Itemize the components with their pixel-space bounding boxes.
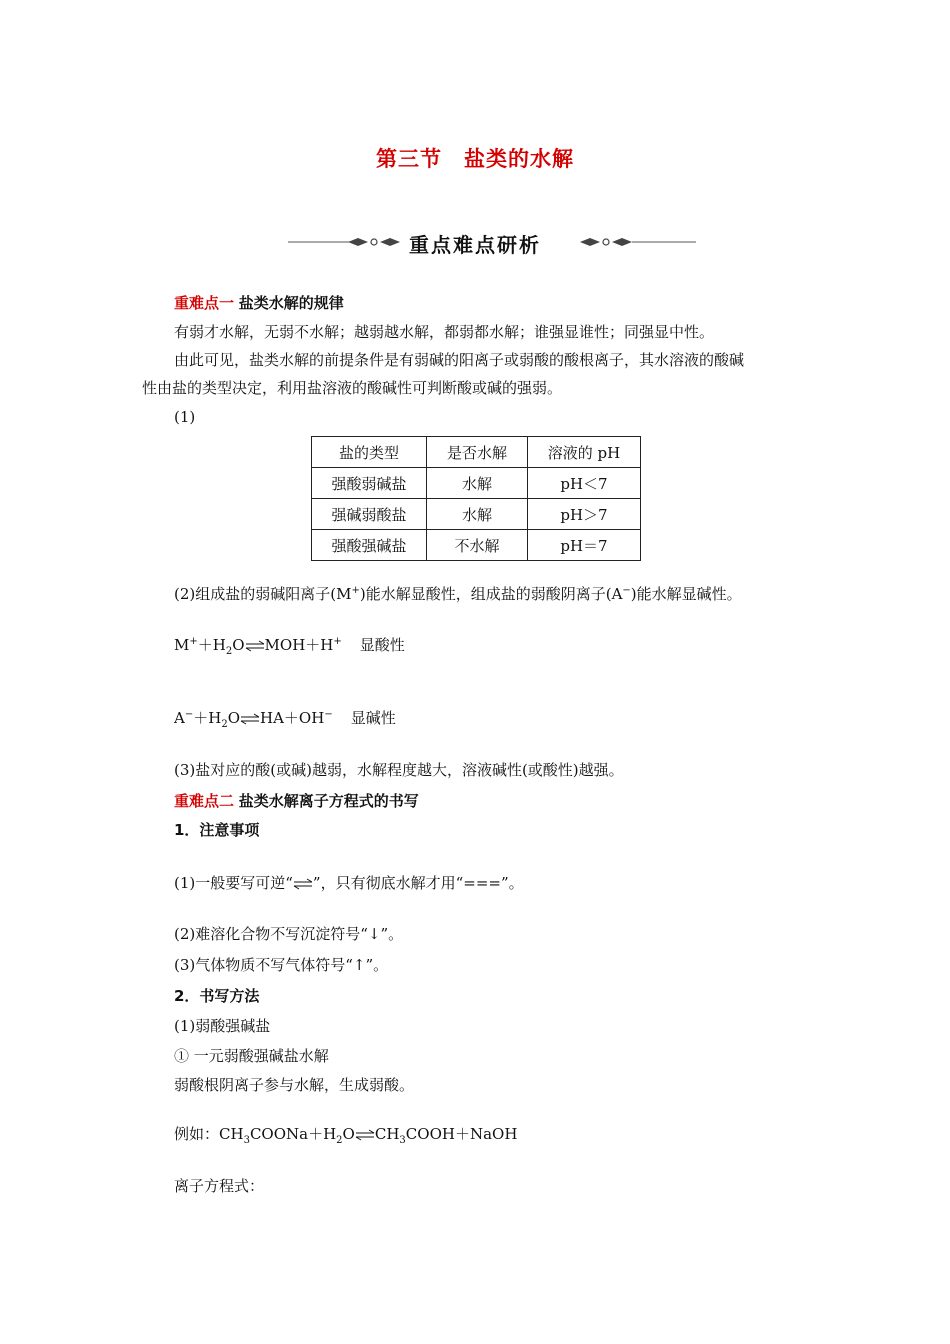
table-cell: pH＝7 bbox=[528, 530, 641, 561]
subheading-notes: 1．注意事项 bbox=[174, 821, 260, 839]
method-1-desc: 弱酸根阴离子参与水解，生成弱酸。 bbox=[174, 1076, 415, 1094]
table-cell: 水解 bbox=[427, 468, 528, 499]
equation-anion: $A^-+H_2O$ HA＋OH− 显碱性 bbox=[174, 709, 396, 730]
example-equation: 例如：$CH_3COONa+H_2O$ $CH_3COOH+NaOH$ bbox=[174, 1125, 518, 1146]
page-title: 第三节 盐类的水解 bbox=[376, 147, 574, 171]
section2-tag: 重难点二 bbox=[174, 792, 235, 810]
note-1: (1)一般要写可逆“ ”，只有彻底水解才用“===”。 bbox=[174, 874, 524, 892]
section2-title: 盐类水解离子方程式的书写 bbox=[238, 792, 419, 810]
table-header-cell: 是否水解 bbox=[427, 437, 528, 468]
section2-heading bbox=[174, 790, 419, 812]
table-row bbox=[312, 530, 641, 561]
item-2-text: (2)组成盐的弱碱阳离子(M+)能水解显酸性，组成盐的弱酸阴离子(A−)能水解显碱性。 bbox=[174, 585, 742, 603]
section-banner: 重点难点研析 bbox=[409, 233, 541, 257]
explanation-line1: 由此可见，盐类水解的前提条件是有弱碱的阳离子或弱酸的酸根离子，其水溶液的酸碱 bbox=[174, 351, 745, 369]
table-cell: 强酸强碱盐 bbox=[312, 530, 427, 561]
table-cell: 强碱弱酸盐 bbox=[312, 499, 427, 530]
subheading-method: 2．书写方法 bbox=[174, 987, 260, 1005]
table-cell: pH＜7 bbox=[528, 468, 641, 499]
table-row bbox=[312, 499, 641, 530]
reversible-arrow-icon bbox=[240, 712, 260, 726]
note-3: (3)气体物质不写气体符号“↑”。 bbox=[174, 956, 389, 974]
rule-paragraph: 有弱才水解，无弱不水解；越弱越水解，都弱都水解；谁强显谁性；同强显中性。 bbox=[174, 323, 715, 341]
method-1-sub: ① 一元弱酸强碱盐水解 bbox=[174, 1047, 329, 1065]
item-1-label: (1) bbox=[174, 408, 196, 426]
table-cell: pH＞7 bbox=[528, 499, 641, 530]
reversible-arrow-icon bbox=[355, 1128, 375, 1142]
equation-cation: $M^++H_2O$ MOH＋H+ 显酸性 bbox=[174, 636, 405, 657]
table-cell: 强酸弱碱盐 bbox=[312, 468, 427, 499]
item-3-text: (3)盐对应的酸(或碱)越弱，水解程度越大，溶液碱性(或酸性)越强。 bbox=[174, 761, 624, 779]
table-row bbox=[312, 468, 641, 499]
explanation-line2: 性由盐的类型决定，利用盐溶液的酸碱性可判断酸或碱的强弱。 bbox=[142, 379, 563, 397]
ion-equation-label: 离子方程式： bbox=[174, 1177, 265, 1195]
section1-heading bbox=[174, 292, 344, 314]
table-cell: 水解 bbox=[427, 499, 528, 530]
note-2: (2)难溶化合物不写沉淀符号“↓”。 bbox=[174, 925, 404, 943]
table-cell: 不水解 bbox=[427, 530, 528, 561]
salt-type-table bbox=[311, 436, 641, 561]
table-header-cell: 溶液的 pH bbox=[528, 437, 641, 468]
method-1: (1)弱酸强碱盐 bbox=[174, 1017, 271, 1035]
table-header-cell: 盐的类型 bbox=[312, 437, 427, 468]
section1-title: 盐类水解的规律 bbox=[238, 294, 344, 312]
reversible-arrow-icon bbox=[293, 877, 313, 891]
reversible-arrow-icon bbox=[245, 639, 265, 653]
section1-tag: 重难点一 bbox=[174, 294, 235, 312]
table-header-row bbox=[312, 437, 641, 468]
